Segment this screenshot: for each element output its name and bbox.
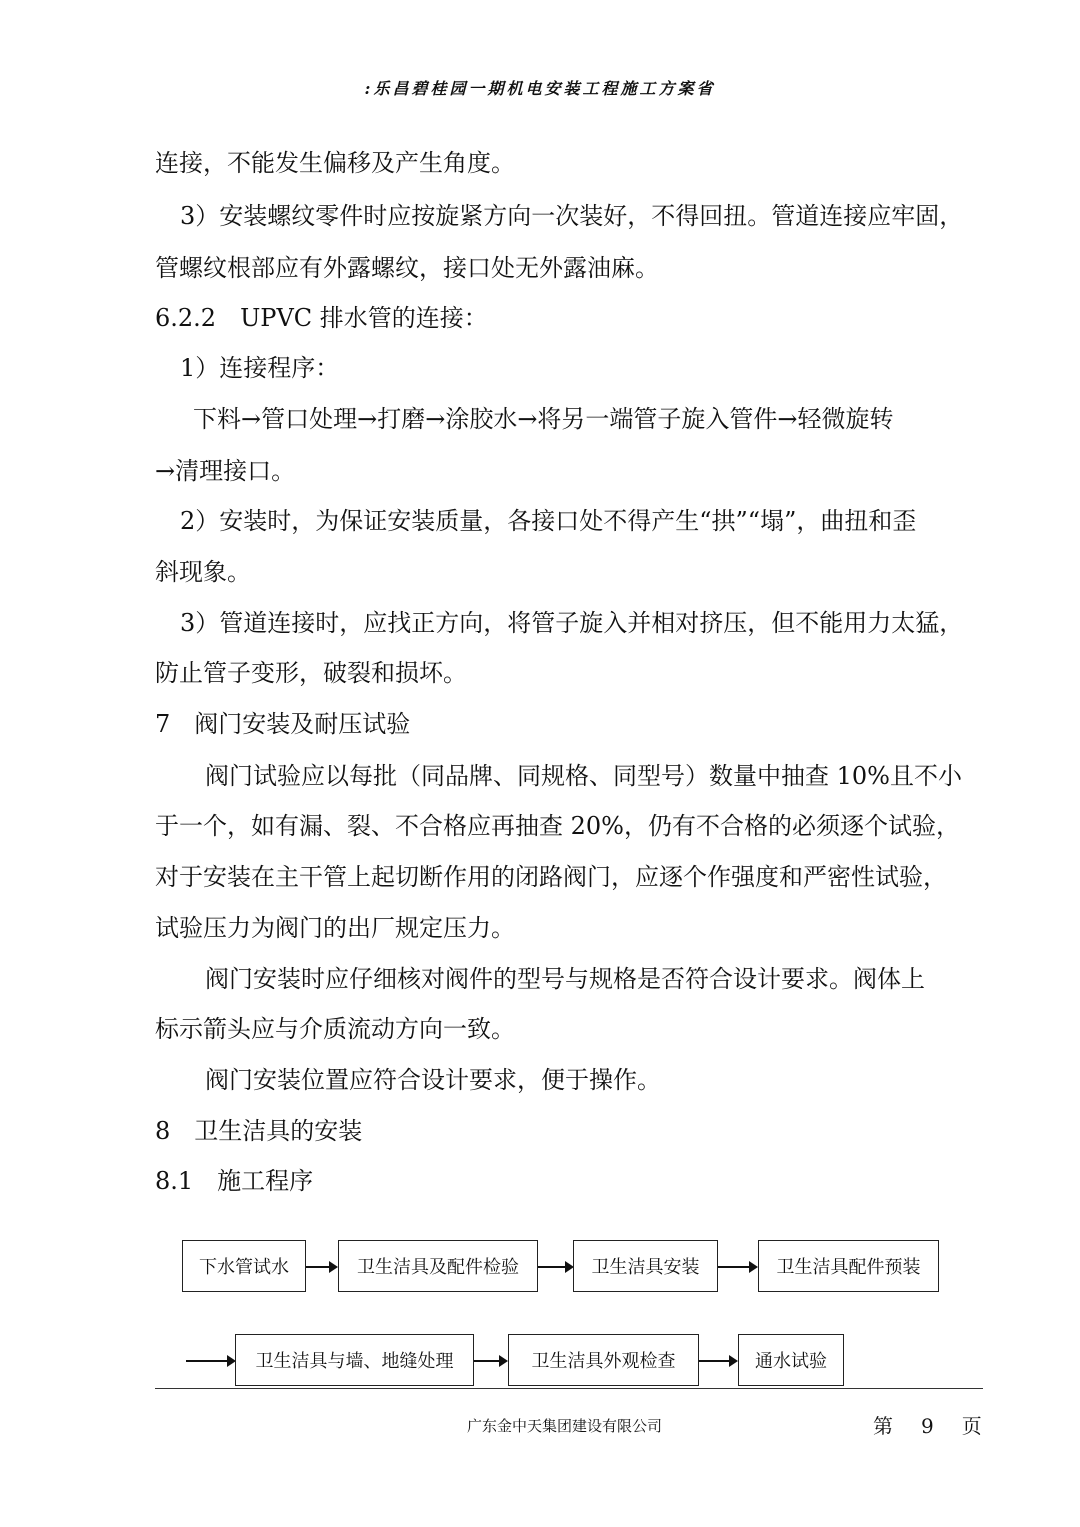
page-number xyxy=(873,1410,982,1439)
flow-step-box: 卫生洁具配件预装 xyxy=(758,1240,939,1292)
body-line: 阀门安装位置应符合设计要求，便于操作。 xyxy=(205,1066,661,1094)
body-line: 连接，不能发生偏移及产生角度。 xyxy=(155,149,515,177)
page-prefix: 第 xyxy=(873,1414,893,1438)
footer-divider xyxy=(155,1388,983,1389)
page-number-value: 9 xyxy=(921,1414,934,1438)
body-line: 下料→管口处理→打磨→涂胶水→将另一端管子旋入管件→轻微旋转 xyxy=(193,405,894,433)
flow-arrow-icon xyxy=(306,1266,336,1268)
flow-step-box: 卫生洁具与墙、地缝处理 xyxy=(235,1334,474,1386)
flow-arrow-icon xyxy=(474,1360,506,1362)
body-line: →清理接口。 xyxy=(155,457,296,485)
body-line: 标示箭头应与介质流动方向一致。 xyxy=(155,1015,515,1043)
body-line: 阀门试验应以每批（同品牌、同规格、同型号）数量中抽查 10%且不小 xyxy=(205,762,962,790)
body-line: 3）安装螺纹零件时应按旋紧方向一次装好，不得回扭。管道连接应牢固， xyxy=(180,202,964,230)
body-line: 3）管道连接时，应找正方向，将管子旋入并相对挤压，但不能用力太猛， xyxy=(180,609,964,637)
flow-step-box: 通水试验 xyxy=(738,1334,844,1386)
body-line: 防止管子变形，破裂和损坏。 xyxy=(155,659,467,687)
body-line: 试验压力为阀门的出厂规定压力。 xyxy=(155,914,515,942)
page-suffix: 页 xyxy=(961,1414,982,1438)
section-heading-8: 8 卫生洁具的安装 xyxy=(155,1117,363,1145)
flow-step-box: 卫生洁具及配件检验 xyxy=(338,1240,538,1292)
flow-arrow-icon xyxy=(538,1266,572,1268)
section-heading-7: 7 阀门安装及耐压试验 xyxy=(155,710,411,738)
running-header: :乐昌碧桂园一期机电安装工程施工方案省 xyxy=(364,79,716,98)
flow-arrow-icon xyxy=(186,1360,234,1362)
body-line: 1）连接程序： xyxy=(180,354,340,382)
section-heading-8-1: 8.1 施工程序 xyxy=(155,1167,314,1195)
body-line: 管螺纹根部应有外露螺纹，接口处无外露油麻。 xyxy=(155,254,659,282)
flow-arrow-icon xyxy=(718,1266,756,1268)
body-line: 于一个，如有漏、裂、不合格应再抽查 20%，仍有不合格的必须逐个试验， xyxy=(155,812,960,840)
flow-step-box: 卫生洁具安装 xyxy=(573,1240,718,1292)
section-heading-6-2-2: 6.2.2 UPVC 排水管的连接： xyxy=(155,304,488,332)
flow-arrow-icon xyxy=(699,1360,736,1362)
flow-step-box: 卫生洁具外观检查 xyxy=(508,1334,699,1386)
body-line: 2）安装时，为保证安装质量，各接口处不得产生“拱”“塌”，曲扭和歪 xyxy=(180,507,917,535)
body-line: 斜现象。 xyxy=(155,558,251,586)
footer-company: 广东金中天集团建设有限公司 xyxy=(467,1417,663,1435)
body-line: 对于安装在主干管上起切断作用的闭路阀门，应逐个作强度和严密性试验， xyxy=(155,863,947,891)
flow-step-box: 下水管试水 xyxy=(182,1240,306,1292)
body-line: 阀门安装时应仔细核对阀件的型号与规格是否符合设计要求。阀体上 xyxy=(205,965,925,993)
